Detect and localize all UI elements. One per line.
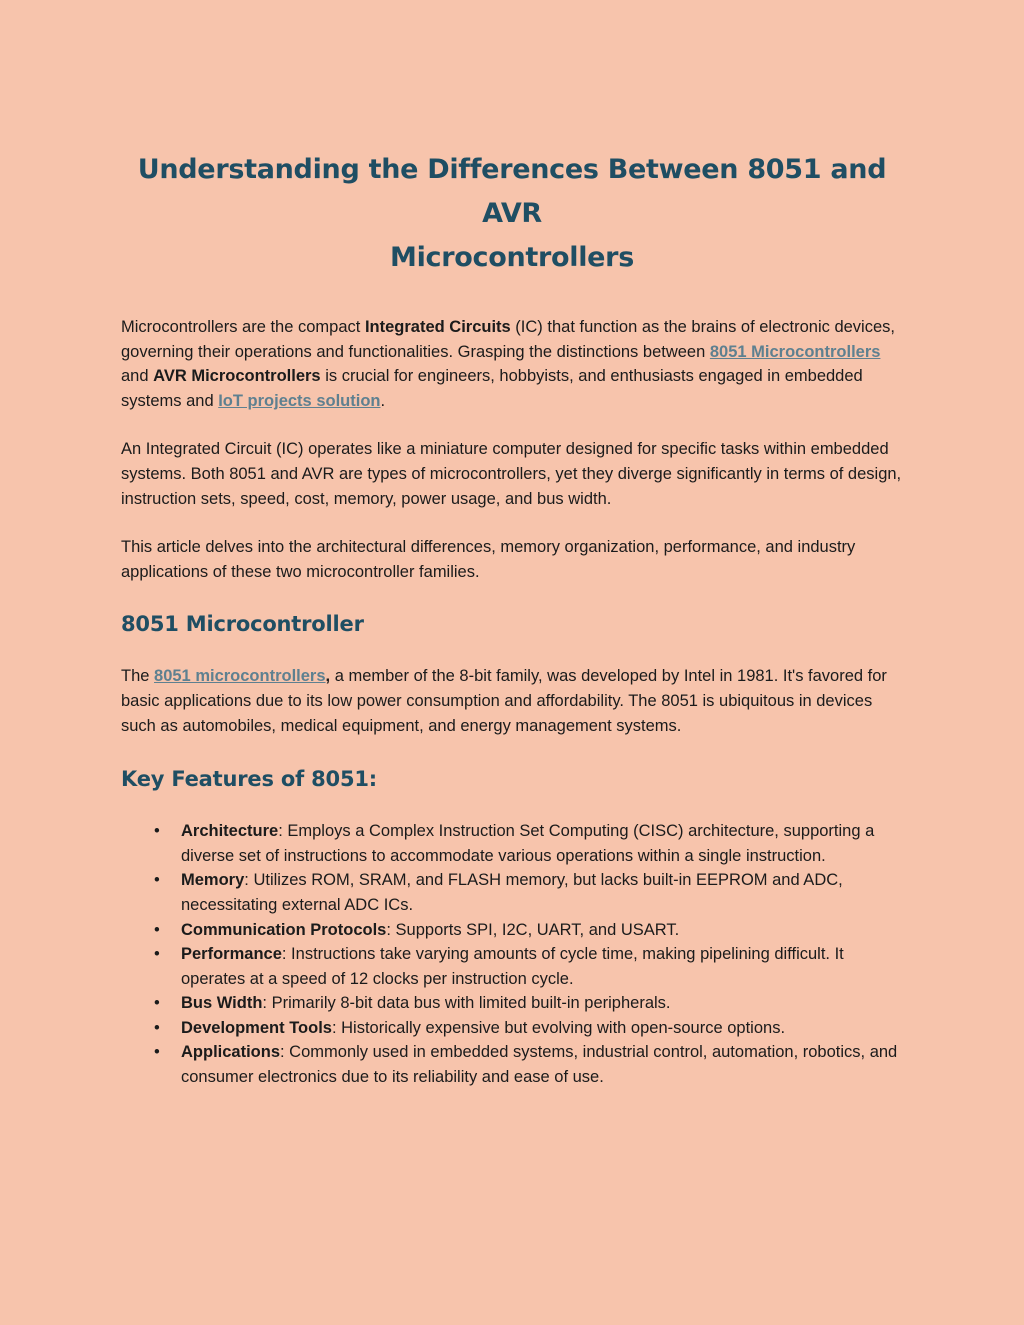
feature-text: : Historically expensive but evolving with open-source options. (331, 1018, 786, 1037)
feature-label: Communication Protocols (181, 920, 387, 939)
feature-text: : Instructions take varying amounts of cycle time, making pipelining difficult. It operates at a speed of 12 clocks per instruction cycle. (181, 945, 844, 988)
feature-label: Memory (181, 871, 245, 890)
section-8051-text-1: The (121, 667, 155, 686)
bullet-icon: • (154, 1018, 160, 1037)
intro-text-4: is crucial for engineers, hobbyists, and enthusiasts engaged in embedded systems and (121, 367, 863, 410)
bullet-icon: • (154, 822, 160, 841)
bullet-icon: • (154, 945, 160, 964)
list-item (154, 918, 903, 943)
feature-label: Architecture (181, 822, 279, 841)
list-item (154, 942, 903, 991)
list-item (154, 868, 903, 917)
intro-paragraph (121, 315, 903, 413)
page-title (121, 148, 903, 280)
feature-text: : Primarily 8-bit data bus with limited built-in peripherals. (262, 994, 671, 1013)
section-heading-key-features: Key Features of 8051: (121, 767, 377, 792)
intro-bold-integrated-circuits: Integrated Circuits (364, 318, 511, 336)
intro-text-3: and (121, 367, 154, 386)
ic-paragraph: An Integrated Circuit (IC) operates like a miniature computer designed for specific tasks within embedded systems. Both 8051 and AVR are types of microcontrollers, yet they diverge significantly in terms of design, instruction sets, speed, cost, memory, power usage, and bus width. (121, 440, 902, 508)
feature-label: Applications (181, 1043, 281, 1062)
feature-text: : Commonly used in embedded systems, industrial control, automation, robotics, and consumer electronics due to its reliability and ease of use. (181, 1043, 898, 1087)
title-line-1: Understanding the Differences Between 8051 and AVR (137, 154, 887, 229)
link-iot-projects-solution[interactable]: IoT projects solution (218, 391, 381, 410)
list-item (154, 819, 903, 868)
key-features-list (121, 819, 903, 1090)
feature-text: : Utilizes ROM, SRAM, and FLASH memory, but lacks built-in EEPROM and ADC, necessitating external ADC ICs. (181, 871, 843, 914)
link-8051-microcontrollers-2[interactable]: 8051 microcontrollers (154, 667, 326, 686)
feature-text: : Supports SPI, I2C, UART, and USART. (386, 920, 680, 939)
article-scope-paragraph: This article delves into the architectural differences, memory organization, performance, and industry applications of these two microcontroller families. (121, 538, 856, 581)
bullet-icon: • (154, 920, 160, 939)
intro-text-5: . (380, 391, 386, 410)
feature-text: : Employs a Complex Instruction Set Computing (CISC) architecture, supporting a diverse set of instructions to accommodate various operations within a single instruction. (181, 822, 875, 865)
section-8051-paragraph (121, 664, 903, 738)
feature-label: Performance (181, 945, 282, 964)
feature-label: Development Tools (181, 1018, 332, 1037)
link-8051-microcontrollers[interactable]: 8051 Microcontrollers (709, 342, 881, 361)
section-8051-comma: , (325, 667, 331, 686)
bullet-icon: • (154, 1043, 160, 1062)
title-line-2: Microcontrollers (390, 242, 634, 273)
feature-label: Bus Width (181, 994, 263, 1013)
bullet-icon: • (154, 871, 160, 890)
intro-text-1: Microcontrollers are the compact (121, 318, 365, 336)
section-8051-text-2: a member of the 8-bit family, was developed by Intel in 1981. It's favored for basic applications due to its low power consumption and affordability. The 8051 is ubiquitous in devices such as automobiles, medical equipment, and energy management systems. (121, 667, 887, 735)
section-heading-8051: 8051 Microcontroller (121, 612, 364, 637)
intro-bold-avr-microcontrollers: AVR Microcontrollers (153, 367, 321, 386)
list-item (154, 991, 903, 1016)
intro-text-2: (IC) that function as the brains of electronic devices, governing their operations and functionalities. Grasping the distinctions between (121, 318, 895, 361)
list-item (154, 1016, 903, 1041)
bullet-icon: • (154, 994, 160, 1013)
list-item (154, 1040, 903, 1089)
